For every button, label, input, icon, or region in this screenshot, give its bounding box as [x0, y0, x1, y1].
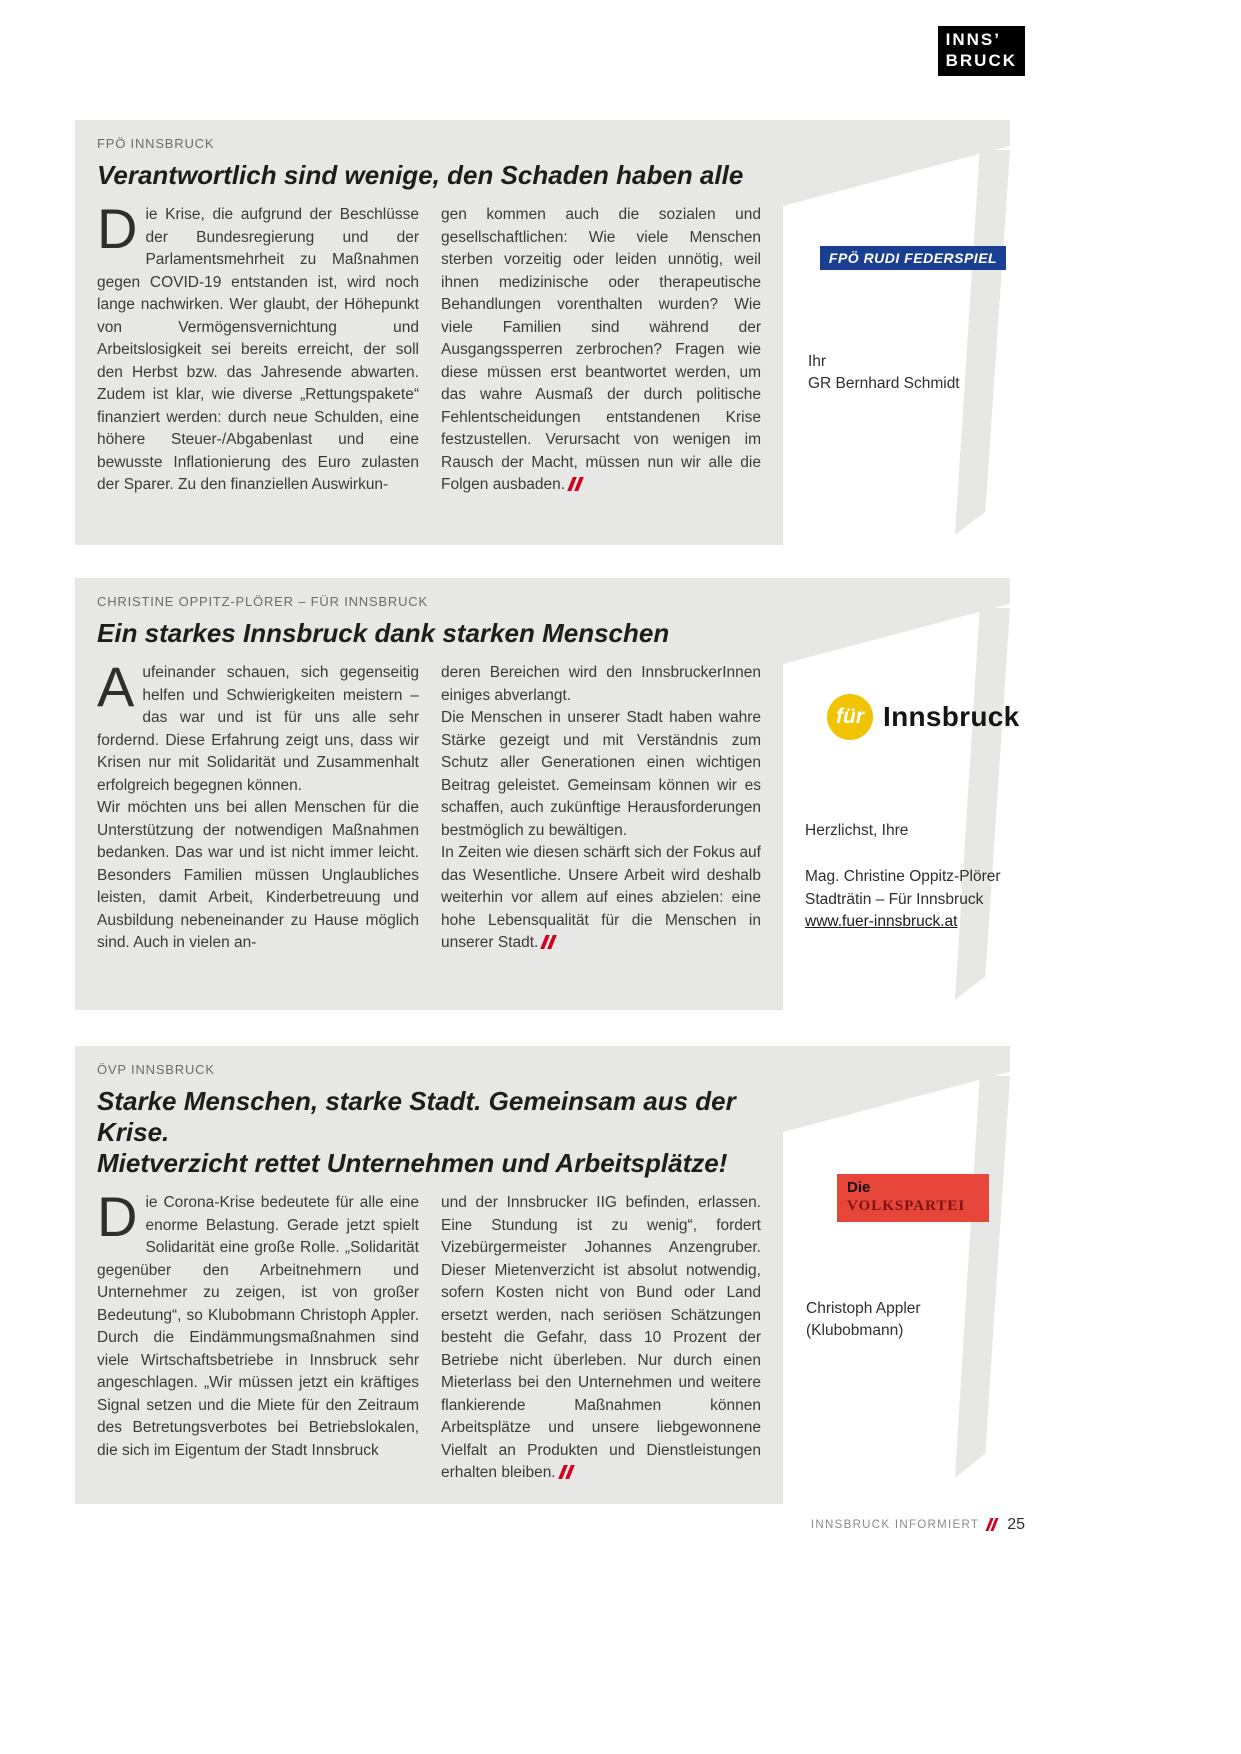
paragraph-text: ie Krise, die aufgrund der Beschlüsse der Bundesregierung und der Parlamentsmehrheit zu Maßnahmen gegen COVID-19 entstanden ist, wird noch lange nachwirken. Wer glaubt, der Höhepunkt von Vermögensvernichtung und Arbeitslosigkeit sei bereits erreicht, der soll den Herbst bzw. das Jahresende abwarten. Zudem ist klar, wie diverse „Rettungspakete“ finanziert werden: durch neue Schulden, eine höhere Steuer-/Abgabenlast und eine bewusste Inflationierung des Euro zulasten der Sparer. Zu den finanziellen Auswirkun- [97, 206, 419, 494]
article-kicker: CHRISTINE OPPITZ-PLÖRER – FÜR INNSBRUCK [97, 594, 428, 609]
brand-line-2: BRUCK [945, 50, 1017, 70]
article-end-mark [543, 932, 557, 955]
paragraph: Wir möchten uns bei allen Menschen für die Unterstützung der notwendigen Maßnahmen bedanken. Das war und ist nicht immer leicht. Besonders Familien müssen Unglaubliches leisten, damit Arbeit, Kinderbetreuung und Ausbildung nebeneinander zu Hause möglich sind. Auch in vielen an- [97, 799, 419, 952]
diagonal-decoration-strip [955, 608, 1010, 1000]
text-column-2 [441, 662, 761, 955]
fuer-logo-circle: für [827, 694, 873, 740]
brand-line-1: INNS’ [945, 30, 1001, 49]
article-fuer-innsbruck [75, 578, 1020, 1010]
article-headline: Verantwortlich sind wenige, den Schaden haben alle [97, 159, 744, 190]
fpoe-party-logo [820, 246, 1006, 270]
article-columns [97, 655, 783, 955]
article-oevp [75, 1046, 1010, 1504]
innsbruck-brand-logo [938, 26, 1025, 76]
attribution-line: GR Bernhard Schmidt [808, 375, 960, 393]
paragraph [441, 842, 761, 955]
diagonal-decoration-top [783, 1046, 1010, 1132]
paragraph [441, 1192, 761, 1485]
attribution-role: Stadträtin – Für Innsbruck [805, 890, 984, 908]
article-fuer-content [75, 578, 783, 955]
text-column-2 [441, 1192, 761, 1485]
attribution-line: Christoph Appler [806, 1300, 921, 1317]
paragraph [97, 1185, 419, 1462]
article-end-mark [570, 474, 584, 497]
article-headline: Ein starkes Innsbruck dank starken Menschen [97, 617, 670, 648]
paragraph-text: ufeinander schauen, sich gegenseitig helfen und Schwierigkeiten meistern – das war und ist für uns alle sehr fordernd. Diese Erfahrung zeigt uns, dass wir Krisen nur mit Solidarität und Zusammenhalt erfolgreich begegnen können. [97, 664, 419, 794]
attribution-line: (Klubobmann) [806, 1322, 904, 1340]
article-kicker: FPÖ INNSBRUCK [97, 136, 215, 151]
attribution-line: Ihr [808, 353, 827, 370]
text-column-1 [97, 197, 419, 497]
article-kicker: ÖVP INNSBRUCK [97, 1062, 215, 1077]
text-column-1 [97, 1185, 419, 1485]
volkspartei-logo-wordmark: VOLKSPARTEI [847, 1198, 966, 1214]
headline-line-1: Starke Menschen, starke Stadt. Gemeinsam aus der Krise. [97, 1085, 736, 1148]
footer-slash-mark [988, 1516, 998, 1534]
paragraph: Die Menschen in unserer Stadt haben wahre Stärke gezeigt und mit Verständnis zum Schutz aller Generationen einen wichtigen Beitrag geleistet. Gemeinsam können wir es schaffen, auch zukünftige Herausforderungen bestmöglich zu bewältigen. [441, 709, 761, 839]
diagonal-decoration-strip [955, 1076, 1010, 1478]
attribution-name: Mag. Christine Oppitz-Plörer [805, 868, 1001, 886]
volkspartei-logo [837, 1174, 989, 1222]
text-column-2 [441, 204, 761, 497]
article-attribution [808, 351, 960, 396]
text-column-1 [97, 655, 419, 955]
paragraph-text: In Zeiten wie diesen schärft sich der Fokus auf das Wesentliche. Unsere Arbeit wird deshalb weiterhin vor allem auf eines abzielen: eine hohe Lebensqualität für die Menschen in unserer Stadt. [441, 844, 761, 952]
fpoe-logo-text: FPÖ RUDI FEDERSPIEL [828, 250, 998, 266]
article-oevp-content [75, 1046, 783, 1485]
paragraph-text: gen kommen auch die sozialen und gesellschaftlichen: Wie viele Menschen sterben vorzeitig oder leiden unnötig, weil ihnen medizinische oder therapeutische Behandlungen vorenthalten wurden? Wie viele Familien sind während der Ausgangssperren zerbrochen? Fragen wie diese müssen erst beantwortet werden, um das wahre Ausmaß der durch politische Fehlentscheidungen entstandenen Krise festzustellen. Verursacht von wenigen im Rausch der Macht, müssen nun wir alle die Folgen ausbaden. [441, 206, 761, 494]
diagonal-decoration-top [783, 578, 1010, 664]
article-columns [97, 1185, 783, 1485]
paragraph [97, 197, 419, 497]
dropcap: A [97, 655, 135, 719]
volkspartei-logo-die: Die [847, 1179, 871, 1196]
paragraph-text: und der Innsbrucker IIG befinden, erlassen. Eine Stundung ist zu wenig“, fordert Vizebürgermeister Johannes Anzengruber. Dieser Mietenverzicht ist absolut notwendig, sofern Kosten nicht von Bund oder Land ersetzt werden, nach seriösen Schätzungen besteht die Gefahr, dass 10 Prozent der Betriebe nicht überleben. Nur durch einen Mieterlass bei den Unternehmen und weitere flankierende Maßnahmen können Arbeitsplätze und unsere liebgewonnene Vielfalt an Produkten und Dienstleistungen erhalten bleiben. [441, 1194, 761, 1482]
article-end-mark [561, 1462, 575, 1485]
paragraph: deren Bereichen wird den InnsbruckerInnen einiges abverlangt. [441, 664, 761, 704]
footer-magazine-label: INNSBRUCK INFORMIERT [810, 1519, 980, 1531]
page-footer [811, 1516, 1025, 1534]
headline-line-2: Mietverzicht rettet Unternehmen und Arbeitsplätze! [97, 1148, 728, 1179]
article-attribution [805, 820, 1001, 934]
fuer-logo-wordmark: Innsbruck [883, 701, 1020, 732]
dropcap: D [97, 197, 138, 261]
article-attribution [806, 1298, 921, 1343]
dropcap: D [97, 1185, 138, 1249]
diagonal-decoration-strip [955, 150, 1010, 535]
paragraph-text: ie Corona-Krise bedeutete für alle eine enorme Belastung. Gerade jetzt spielt Solidarität eine große Rolle. „Solidarität gegenüber den Arbeitnehmern und Unternehmer zu zeigen, ist von großer Bedeutung“, so Klubobmann Christoph Appler. Durch die Eindämmungsmaßnahmen sind viele Wirtschaftsbetriebe in Innsbruck sehr angeschlagen. „Wir müssen jetzt ein kräftiges Signal setzen und die Miete für den Zeitraum des Betretungsverbotes bei Betriebslokalen, die sich im Eigentum der Stadt Innsbruck [97, 1194, 419, 1459]
fuer-innsbruck-website-link[interactable]: www.fuer-innsbruck.at [805, 913, 958, 931]
article-fpoe [75, 120, 1010, 545]
paragraph [441, 204, 761, 497]
article-columns [97, 197, 783, 497]
article-headline [97, 1086, 783, 1180]
paragraph [97, 655, 419, 797]
page-number: 25 [1007, 1516, 1025, 1533]
diagonal-decoration-top [783, 120, 1010, 206]
attribution-closing: Herzlichst, Ihre [805, 822, 909, 839]
fuer-innsbruck-logo [827, 694, 1020, 740]
article-fpoe-content [75, 120, 783, 497]
